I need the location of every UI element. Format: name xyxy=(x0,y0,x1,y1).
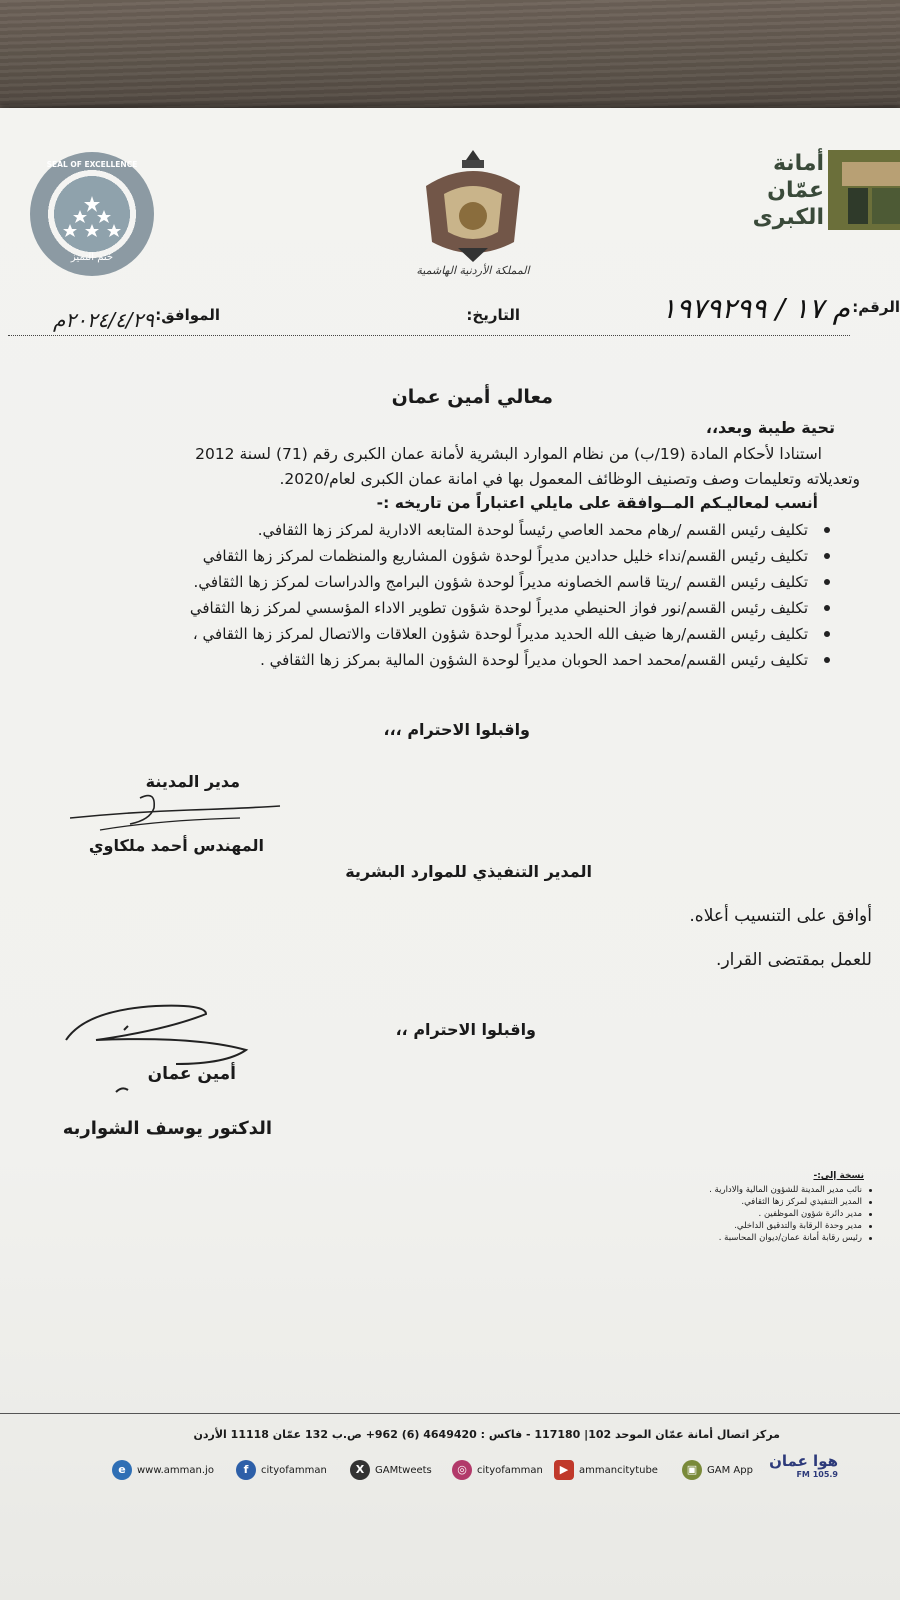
reference-underline xyxy=(8,334,850,336)
seal-of-excellence xyxy=(30,152,154,276)
seal-top-text: SEAL OF EXCELLENCE xyxy=(46,160,138,169)
radio-logo xyxy=(756,1452,838,1479)
approval-line-1: أوافق على التنسيب أعلاه. xyxy=(689,906,872,926)
list-item: تكليف رئيس القسم/رها ضيف الله الحديد مديراً لوحدة شؤون العلاقات والاتصال لمركز زها الثقافي ، xyxy=(120,621,830,647)
seal-bottom-text: ختم التميز xyxy=(70,252,114,263)
copy-item: مدير وحدة الرقابة والتدقيق الداخلي. xyxy=(660,1220,872,1232)
paragraph-line-2: وتعديلاته وتعليمات وصف وتصنيف الوظائف المعمول بها في امانة عمان الكبرى لعام/2020. xyxy=(279,470,860,488)
copies-heading: نسخة إلى:- xyxy=(813,1171,864,1181)
hr-director-title: المدير التنفيذي للموارد البشرية xyxy=(345,862,592,881)
corresponding-date-label: الموافق: xyxy=(155,306,220,324)
instagram-icon: ◎ xyxy=(452,1460,472,1480)
footer-youtube[interactable] xyxy=(554,1460,658,1480)
copy-item: المدير التنفيذي لمركز زها الثقافي. xyxy=(660,1196,872,1208)
greeting: تحية طيبة وبعد،، xyxy=(705,418,835,437)
corresponding-date-value: ٢٠٢٤/٤/٢٩م xyxy=(52,308,154,332)
footer-facebook[interactable] xyxy=(236,1460,327,1480)
approval-line-2: للعمل بمقتضى القرار. xyxy=(716,950,872,970)
facebook-icon: f xyxy=(236,1460,256,1480)
assignment-list xyxy=(120,517,830,673)
paragraph-line-1: استنادا لأحكام المادة (19/ب) من نظام الموارد البشرية لأمانة عمان الكبرى رقم (71) لسنة 2012 xyxy=(195,445,822,463)
copy-item: مدير دائرة شؤون الموظفين . xyxy=(660,1208,872,1220)
coat-of-arms xyxy=(418,146,528,286)
footer-website[interactable] xyxy=(112,1460,214,1480)
request-line: أنسب لمعاليـكم المــوافقة على مايلي اعتباراً من تاريخه :- xyxy=(376,494,818,512)
copies-list xyxy=(660,1184,872,1244)
radio-name: هوا عمان xyxy=(769,1452,838,1470)
list-item: تكليف رئيس القسم /رهام محمد العاصي رئيساً لوحدة المتابعه الادارية لمركز زها الثقافي. xyxy=(120,517,830,543)
closing-2: واقبلوا الاحترام ،، xyxy=(395,1020,536,1039)
ie-icon: e xyxy=(112,1460,132,1480)
instagram-link[interactable]: cityofamman xyxy=(477,1464,543,1476)
list-item: تكليف رئيس القسم/نداء خليل حدادين مديراً لوحدة شؤون المشاريع والمنظمات لمركز زها الثقافي xyxy=(120,543,830,569)
coat-of-arms-caption: المملكة الأردنية الهاشمية xyxy=(416,264,530,277)
addressee: معالي أمين عمان xyxy=(391,386,553,408)
app-icon: ▣ xyxy=(682,1460,702,1480)
signature-1 xyxy=(70,790,290,840)
copy-item: رئيس رقابة أمانة عمان/ديوان المحاسبة . xyxy=(660,1232,872,1244)
twitter-link[interactable]: GAMtweets xyxy=(375,1464,432,1476)
gam-logo xyxy=(752,144,900,234)
signer-1-title: مدير المدينة xyxy=(145,772,240,791)
signature-2 xyxy=(56,1000,256,1110)
youtube-link[interactable]: ammancitytube xyxy=(579,1464,658,1476)
signer-2-name: الدكتور يوسف الشواربه xyxy=(62,1118,272,1139)
reference-number-label: الرقم: xyxy=(852,298,900,316)
footer-instagram[interactable] xyxy=(452,1460,543,1480)
wooden-surface xyxy=(0,0,900,120)
signer-1-name: المهندس أحمد ملكاوي xyxy=(88,836,264,855)
logo-line-1: أمانة xyxy=(772,151,824,176)
list-item: تكليف رئيس القسم /ريتا قاسم الخصاونه مديراً لوحدة شؤون البرامج والدراسات لمركز زها الثقافي. xyxy=(120,569,830,595)
closing-1: واقبلوا الاحترام ،،، xyxy=(383,720,530,739)
list-item: تكليف رئيس القسم/محمد احمد الحوبان مديراً لوحدة الشؤون المالية بمركز زها الثقافي . xyxy=(120,647,830,673)
app-link[interactable]: GAM App xyxy=(707,1464,753,1476)
copy-item: نائب مدير المدينة للشؤون المالية والادارية . xyxy=(660,1184,872,1196)
radio-frequency: 105.9 FM xyxy=(796,1470,838,1479)
signer-2-title: أمين عمان xyxy=(147,1064,236,1084)
date-label: التاريخ: xyxy=(466,306,520,324)
youtube-icon: ▶ xyxy=(554,1460,574,1480)
x-icon: X xyxy=(350,1460,370,1480)
footer-twitter[interactable] xyxy=(350,1460,432,1480)
list-item: تكليف رئيس القسم/نور فواز الحنيطي مديراً لوحدة شؤون تطوير الاداء المؤسسي لمركز زها الثقافي xyxy=(120,595,830,621)
footer-app[interactable] xyxy=(682,1460,753,1480)
footer-divider xyxy=(0,1413,900,1414)
reference-number-value: م ١٧ / ١٩٧٩٢٩٩ xyxy=(661,292,850,325)
logo-line-2: عمّان xyxy=(767,178,824,203)
website-link[interactable]: www.amman.jo xyxy=(137,1464,214,1476)
logo-line-3: الكبرى xyxy=(752,205,824,230)
coat-of-arms-icon xyxy=(418,146,528,266)
facebook-link[interactable]: cityofamman xyxy=(261,1464,327,1476)
footer-contact: مركز اتصال أمانة عمّان الموحد 102| 117180 - فاكس : 4649420 (6) 962+ ص.ب 132 عمّان 11118 الأردن xyxy=(193,1428,780,1441)
